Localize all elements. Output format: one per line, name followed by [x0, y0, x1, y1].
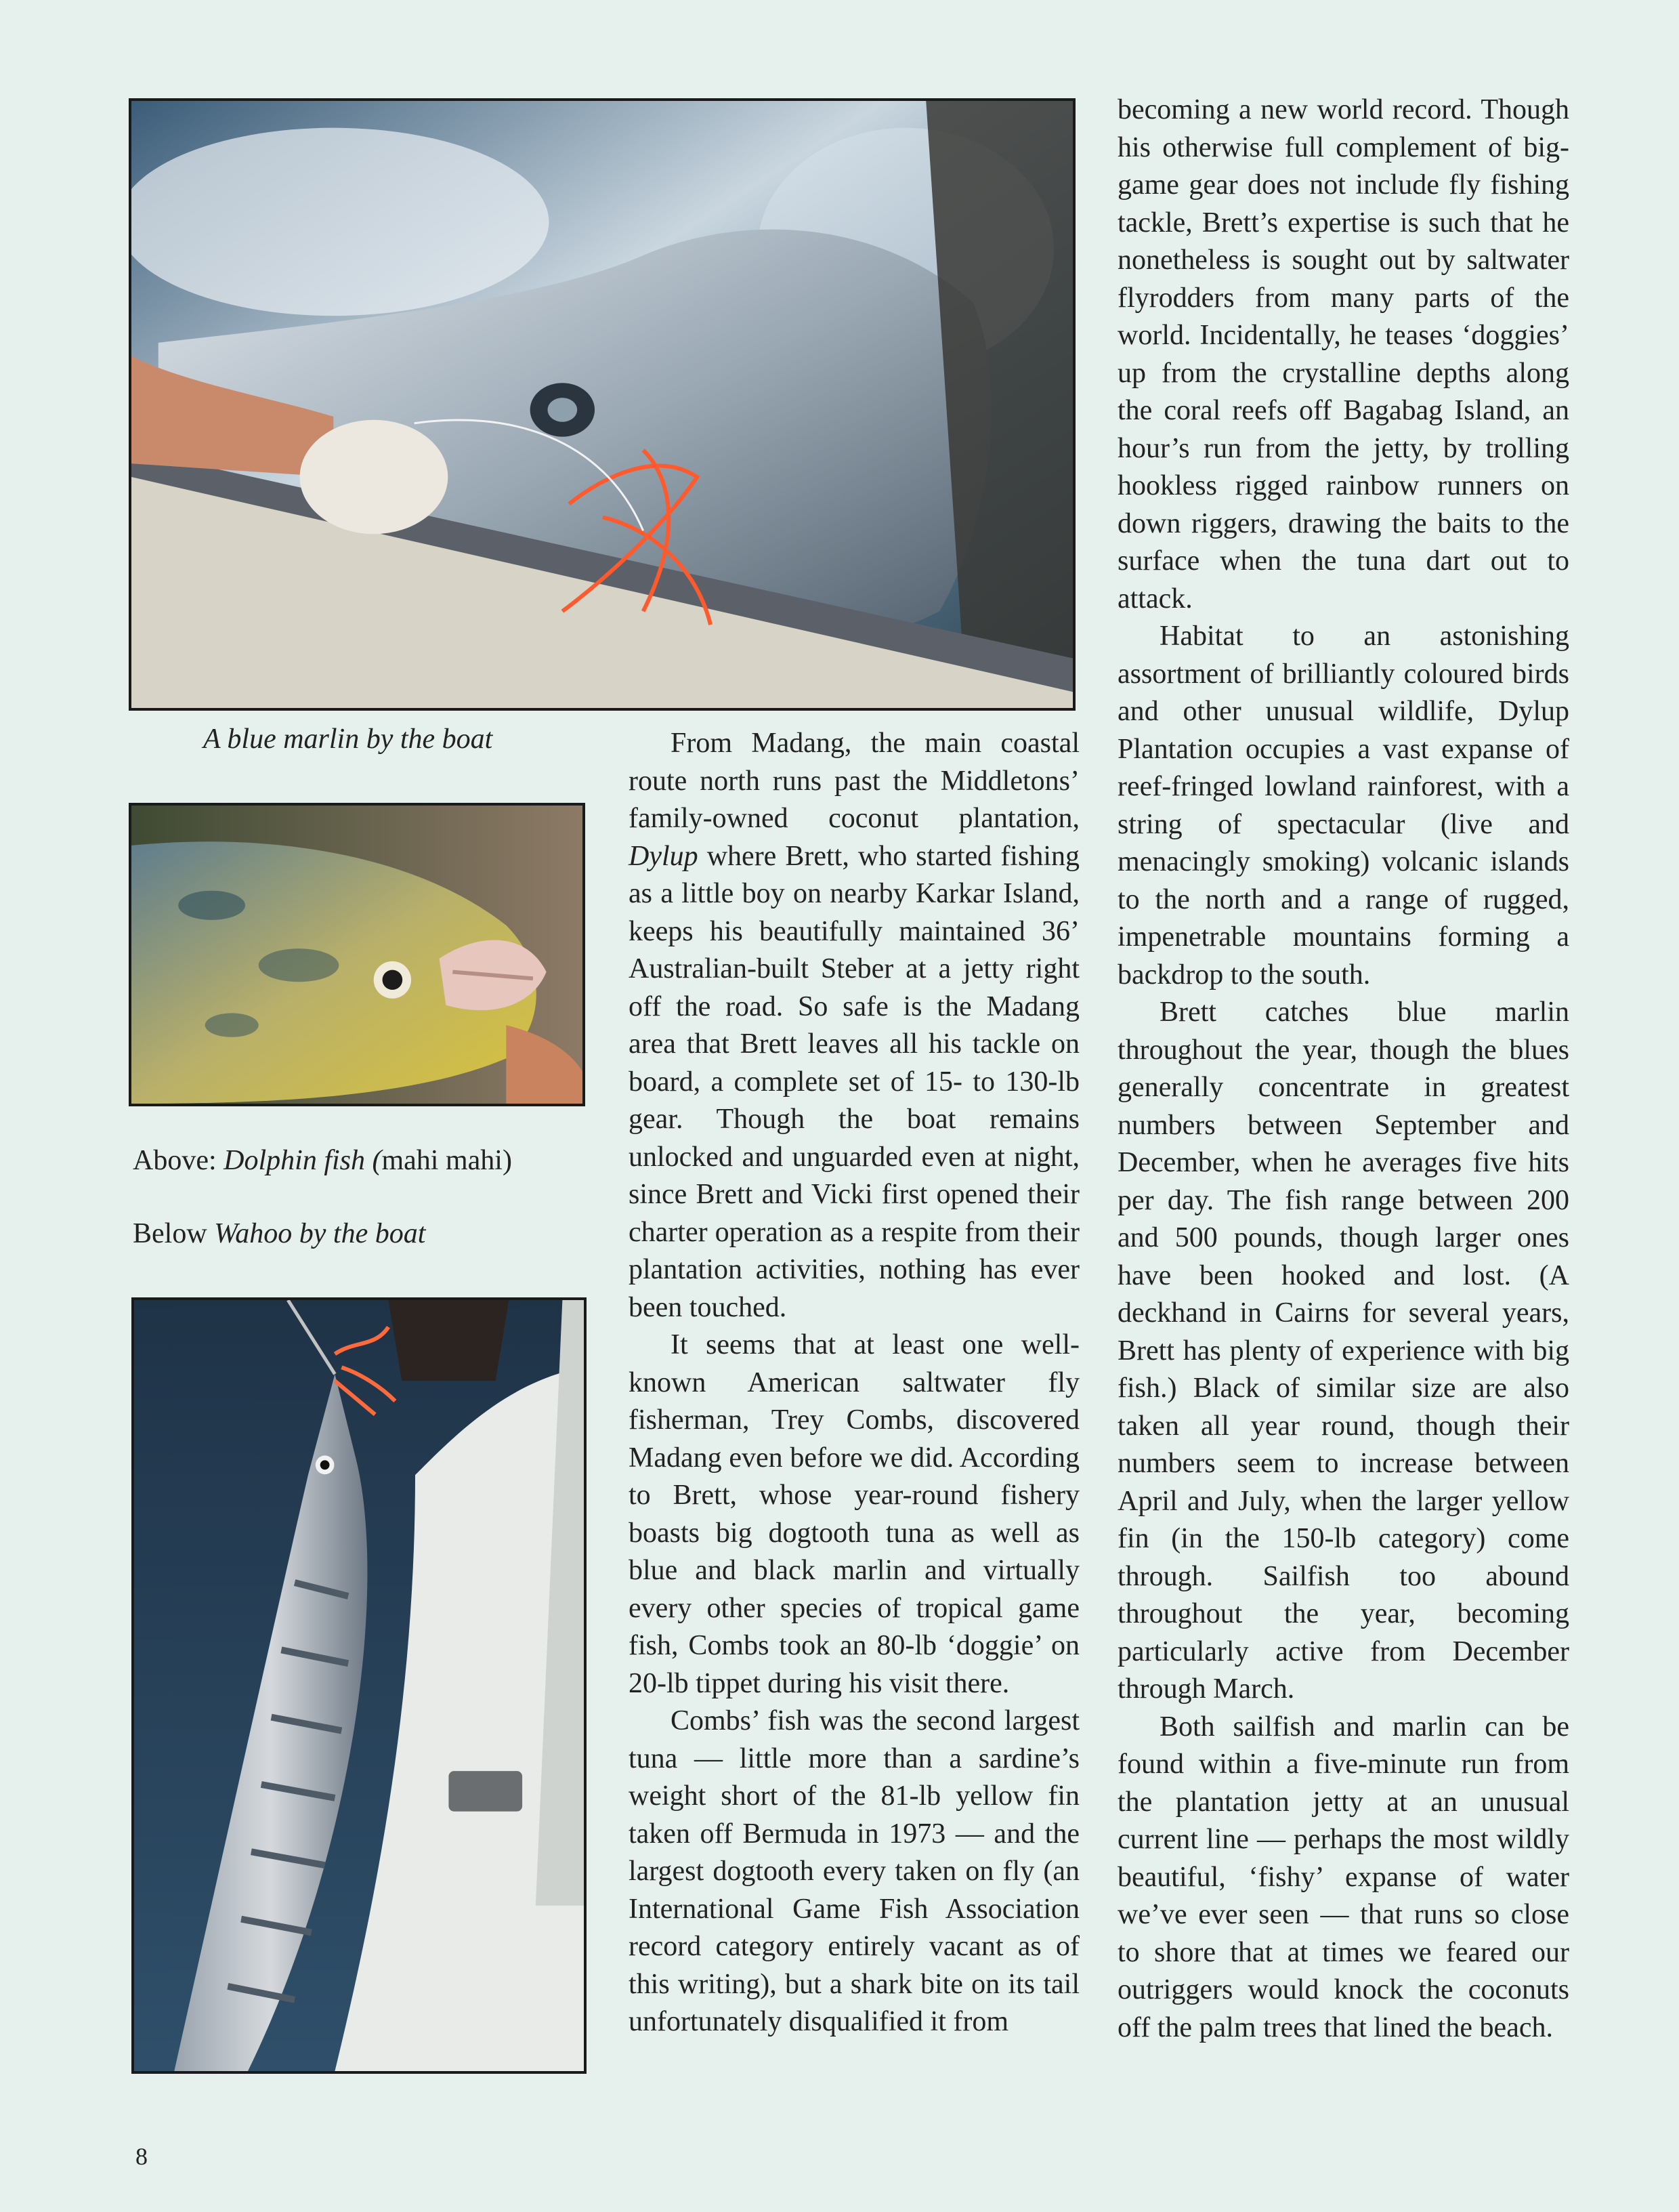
- page-number: 8: [135, 2143, 148, 2170]
- caption-wahoo: Below Wahoo by the boat: [133, 1218, 426, 1249]
- article-column-middle: [629, 725, 1080, 2041]
- wahoo-photo: [131, 1297, 587, 2074]
- caption-blue-marlin: A blue marlin by the boat: [203, 724, 493, 755]
- paragraph-sailfish-marlin: Both sailfish and marlin can be found within a five-minute run from the plantation jetty at an unusual current line — perhaps the most wildly beautiful, ‘fishy’ expanse of water we’ve ever seen — that runs so close to shore that at times we feared our outriggers would knock the coconuts off the palm trees that lined the beach.: [1118, 1711, 1569, 2043]
- paragraph-blue-marlin: Brett catches blue marlin throughout the year, though the blues generally concentrate in greatest numbers between September and December, when he averages five hits per day. The fish range between 200 and 500 pounds, though larger ones have been hooked and lost. (A deckhand in Cairns for several years, Brett has plenty of experience with big fish.) Black of similar size are also taken all year round, though their numbers seem to increase between April and July, when the larger yellow fin (in the 150-lb category) come through. Sailfish too abound throughout the year, becoming particularly active from December through March.: [1118, 997, 1569, 1705]
- paragraph-world-record: becoming a new world record. Though his otherwise full complement of big-game gear does not include fly fishing tackle, Brett’s expertise is such that he nonetheless is sought out by saltwater flyrodders from many parts of the world. Incidentally, he teases ‘doggies’ up from the crystalline depths along the coral reefs off Bagabag Island, an hour’s run from the jetty, by trolling hookless rigged rainbow runners on down riggers, drawing the baits to the surface when the tuna dart out to attack.: [1118, 94, 1569, 614]
- blue-marlin-photo: [129, 98, 1076, 711]
- caption-dolphin-fish: Above: Dolphin fish (mahi mahi): [133, 1145, 512, 1176]
- paragraph-habitat: Habitat to an astonishing assortment of brilliantly coloured birds and other unusual wildlife, Dylup Plantation occupies a vast expanse of reef-fringed lowland rainforest, with a string of spectacular (live and menacingly smoking) volcanic islands to the north and a range of rugged, impenetrable mountains forming a backdrop to the south.: [1118, 621, 1569, 990]
- paragraph-trey-combs: It seems that at least one well-known American saltwater fly fisherman, Trey Combs, discovered Madang even before we did. According to Brett, whose year-round fishery boasts big dogtooth tuna as well as blue and black marlin and virtually every other species of tropical game fish, Combs took an 80-lb ‘doggie’ on 20-lb tippet during his visit there.: [629, 1329, 1080, 1699]
- paragraph-madang-route: From Madang, the main coastal route north runs past the Middletons’ family-owned coconut plantation, Dylup where Brett, who started fishing as a little boy on nearby Karkar Island, keeps his beautifully maintained 36’ Australian-built Steber at a jetty right off the road. So safe is the Madang area that Brett leaves all his tackle on board, a complete set of 15- to 130-lb gear. Though the boat remains unlocked and unguarded even at night, since Brett and Vicki first opened their charter operation as a respite from their plantation activities, nothing has ever been touched.: [629, 728, 1080, 1323]
- article-column-right: [1118, 91, 1569, 2047]
- paragraph-combs-fish: Combs’ fish was the second largest tuna — little more than a sardine’s weight short of the 81-lb yellow fin taken off Bermuda in 1973 — and the largest dogtooth every taken on fly (an International Game Fish Association record category entirely vacant as of this writing), but a shark bite on its tail unfortunately disqualified it from: [629, 1705, 1080, 2037]
- dolphin-fish-photo: [129, 803, 585, 1106]
